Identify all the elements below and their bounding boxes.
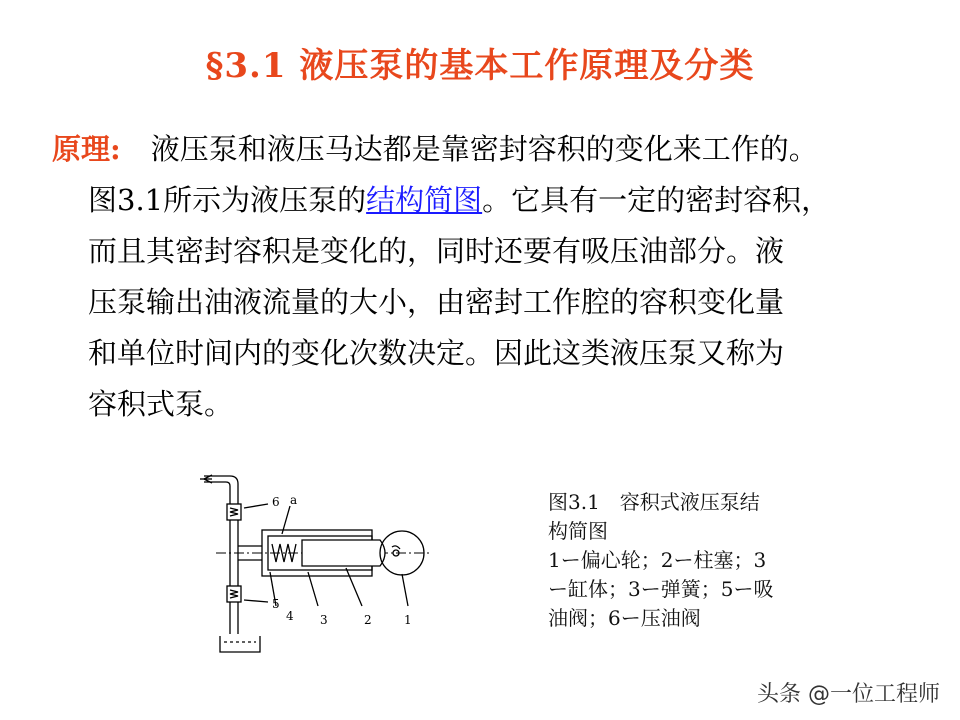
label-4: 4 xyxy=(286,609,294,623)
caption-line-3: 1ー偏心轮；2ー柱塞；3 xyxy=(548,548,767,572)
label-6: 6 xyxy=(272,495,280,509)
caption-line-2: 构简图 xyxy=(548,519,608,543)
principle-label: 原理: xyxy=(52,132,121,166)
caption-line-4: ー缸体；3ー弹簧；5ー吸 xyxy=(548,577,774,601)
paragraph-text-2b: 。它具有一定的密封容积， xyxy=(482,183,831,217)
caption-line-5: 油阀；6ー压油阀 xyxy=(548,606,701,630)
oil-reservoir xyxy=(220,636,260,652)
pump-structure-diagram xyxy=(190,474,440,664)
plunger-2 xyxy=(302,540,385,566)
label-2: 2 xyxy=(364,613,372,627)
paragraph-line-2 xyxy=(52,175,912,226)
paragraph-line-5: 和单位时间内的变化次数决定。因此这类液压泵又称为 xyxy=(88,336,785,370)
structure-diagram-link[interactable]: 结构简图 xyxy=(366,183,483,217)
caption-line-1: 图3.1 容积式液压泵结 xyxy=(548,490,760,514)
principle-paragraph xyxy=(52,124,912,430)
paragraph-text-1: 液压泵和液压马达都是靠密封容积的变化来工作的。 xyxy=(150,132,818,166)
label-1: 1 xyxy=(404,613,412,627)
suction-valve-5 xyxy=(227,586,241,602)
figure-caption xyxy=(548,488,838,633)
paragraph-line-4: 压泵输出油液流量的大小，由密封工作腔的容积变化量 xyxy=(88,285,785,319)
label-a: a xyxy=(290,493,298,507)
paragraph-line-1 xyxy=(52,124,912,175)
outlet-pipe xyxy=(204,482,230,496)
paragraph-line-6: 容积式泵。 xyxy=(88,387,234,421)
watermark: 头条 @一位工程师 xyxy=(757,682,940,707)
pressure-valve-6 xyxy=(227,504,241,520)
page-title: §3.1 液压泵的基本工作原理及分类 xyxy=(205,46,755,86)
paragraph-text-2a: 图3.1所示为液压泵的 xyxy=(88,183,367,217)
label-3: 3 xyxy=(320,613,328,627)
paragraph-line-3: 而且其密封容积是变化的，同时还要有吸压油部分。液 xyxy=(88,234,785,268)
label-5: 5 xyxy=(272,597,280,611)
